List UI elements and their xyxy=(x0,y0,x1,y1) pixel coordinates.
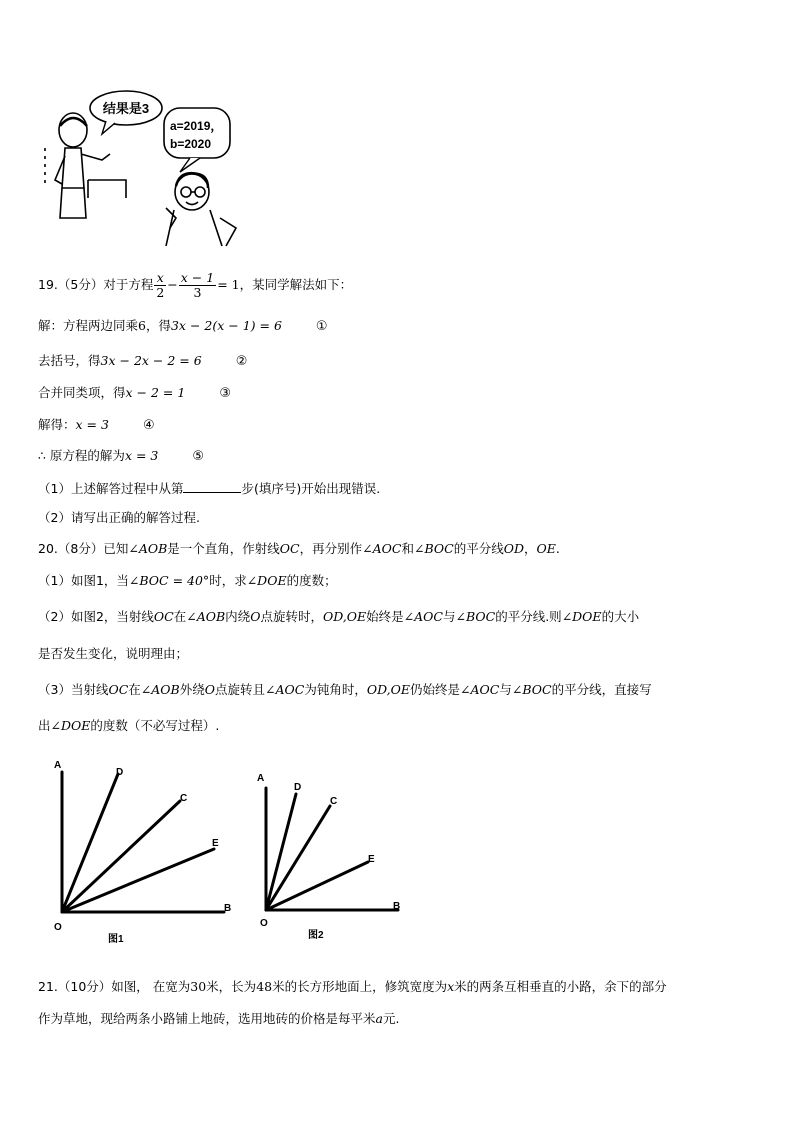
q21-line1: 21.（10分）如图， 在宽为30米，长为48米的长方形地面上，修筑宽度为x米的两条互相垂直的小路，余下的部分 xyxy=(38,979,667,994)
label-a: A xyxy=(257,773,265,784)
q20-part2-continued: 是否发生变化，说明理由； xyxy=(38,646,189,661)
step-marker: ② xyxy=(235,354,248,369)
label-o: O xyxy=(54,922,62,933)
q20-part3-continued: 出∠DOE的度数（不必写过程）. xyxy=(38,718,220,733)
teacher-bubble-text: 结果是3 xyxy=(102,101,150,116)
q19-step2: 去括号，得3x − 2x − 2 = 6 ② xyxy=(38,353,248,369)
figure-2-caption: 图2 xyxy=(308,930,324,941)
q20-header: 20.（8分）已知∠AOB是一个直角，作射线OC，再分别作∠AOC和∠BOC的平分线OD，OE. xyxy=(38,541,560,556)
q19-step1: 解：方程两边同乘6，得3x − 2(x − 1) = 6 ① xyxy=(38,318,328,334)
teacher-speech-bubble xyxy=(90,91,162,134)
answer-blank[interactable] xyxy=(183,480,241,493)
label-b: B xyxy=(224,903,232,914)
q21-line2: 作为草地，现给两条小路铺上地砖，选用地砖的价格是每平米a元. xyxy=(38,1011,400,1026)
label-a: A xyxy=(54,760,62,771)
cartoon-illustration xyxy=(40,88,250,250)
q20-part1: （1）如图1，当∠BOC = 40°时，求∠DOE的度数； xyxy=(38,573,337,588)
label-d: D xyxy=(294,782,302,793)
ray-oc xyxy=(62,801,180,912)
fraction-x-minus-1-over-3: $\frac{x - 1}{3}$ xyxy=(180,270,215,300)
figure-1 xyxy=(46,756,246,948)
label-e: E xyxy=(368,854,375,865)
q19-step3: 合并同类项，得x − 2 = 1 ③ xyxy=(38,385,231,401)
q19-step4: 解得：x = 3 ④ xyxy=(38,417,155,433)
label-c: C xyxy=(180,793,188,804)
figure-2 xyxy=(252,768,412,946)
step-marker: ① xyxy=(315,319,328,334)
label-o: O xyxy=(260,918,268,929)
q20-part3: （3）当射线OC在∠AOB外绕O点旋转且∠AOC为钝角时，OD,OE仍始终是∠AOC与∠BOC的平分线，直接写 xyxy=(38,682,652,697)
q19-part2: （2）请写出正确的解答过程. xyxy=(38,510,200,525)
teacher-figure xyxy=(45,113,126,218)
q19-header: 19.（5分）对于方程 $\frac{x}{2}$ − $\frac{x - 1}{3}$ = 1，某同学解法如下： xyxy=(38,270,353,300)
student-speech-bubble xyxy=(164,108,230,172)
label-b: B xyxy=(393,901,401,912)
label-c: C xyxy=(330,796,338,807)
figure-1-caption: 图1 xyxy=(108,934,124,945)
q19-part1: （1）上述解答过程中从第 步(填序号)开始出现错误. xyxy=(38,481,381,496)
step-marker: ③ xyxy=(219,386,231,401)
step-marker: ④ xyxy=(142,418,155,433)
step-marker: ⑤ xyxy=(192,449,205,464)
student-bubble-line2: b=2020 xyxy=(170,137,212,151)
label-d: D xyxy=(116,767,124,778)
student-figure xyxy=(166,173,236,246)
fraction-x-over-2: $\frac{x}{2}$ xyxy=(156,270,165,300)
ray-od xyxy=(266,794,296,910)
student-bubble-line1: a=2019， xyxy=(170,119,223,133)
q19-step5: ∴ 原方程的解为x = 3 ⑤ xyxy=(38,448,205,464)
q20-part2: （2）如图2，当射线OC在∠AOB内绕O点旋转时，OD,OE始终是∠AOC与∠BOC的平分线.则∠DOE的大小 xyxy=(38,609,640,624)
label-e: E xyxy=(212,838,219,849)
